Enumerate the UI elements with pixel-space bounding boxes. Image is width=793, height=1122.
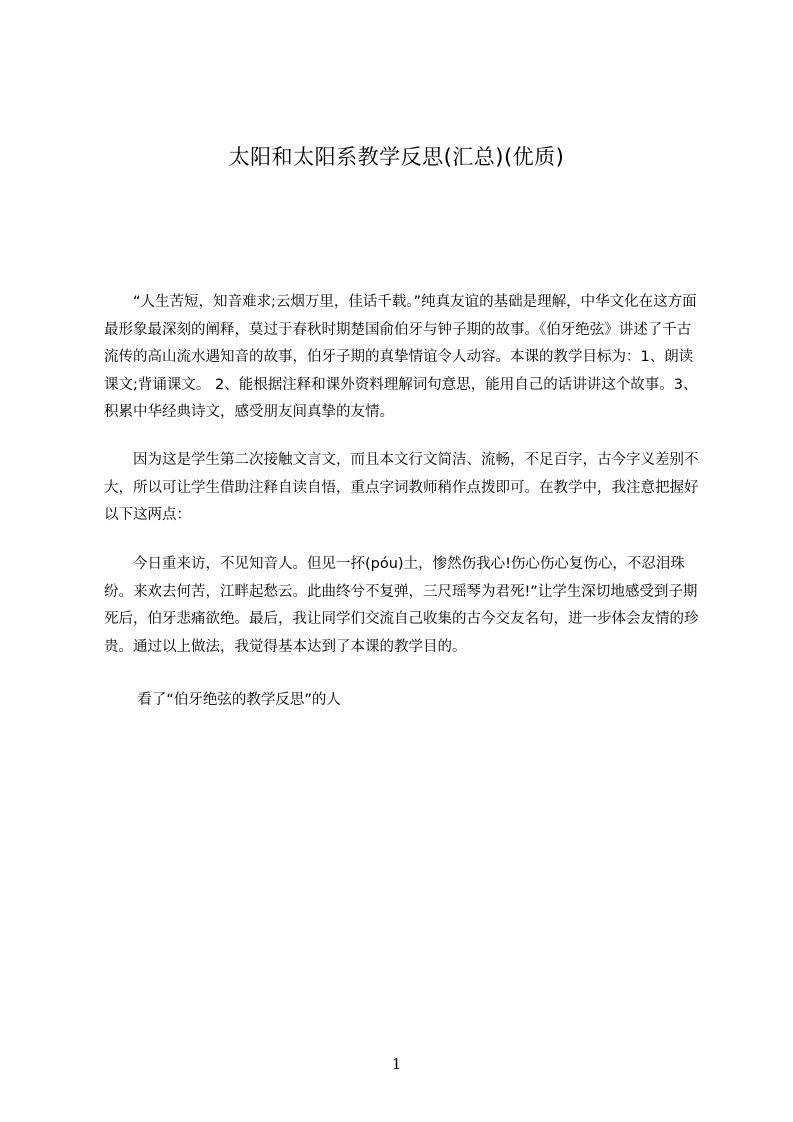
paragraph-block xyxy=(104,289,700,427)
paragraph-block xyxy=(104,687,700,715)
paragraph-related-readers: 看了“伯牙绝弦的教学反思”的人 xyxy=(137,692,341,708)
document-title: 太阳和太阳系教学反思(汇总)(优质) xyxy=(228,145,565,169)
page-number: 1 xyxy=(391,1055,402,1073)
paragraph-intro: “人生苦短，知音难求;云烟万里，佳话千载。”纯真友谊的基础是理解，中华文化在这方面最形象最深刻的阐释，莫过于春秋时期楚国俞伯牙与钟子期的故事。《伯牙绝弦》讲述了千古流传的高山流水遇知音的故事，伯牙子期的真挚情谊令人动容。本课的教学目标为：1、朗读课文;背诵课文。 2、能根据注释和课外资料理解词句意思，能用自己的话讲讲这个故事。3、积累中华经典诗文，感受朋友间真挚的友情。 xyxy=(104,294,698,420)
paragraph-block xyxy=(104,447,700,530)
paragraph-block xyxy=(104,551,700,661)
paragraph-poem-reflection: 今日重来访，不见知音人。但见一抔(póu)土，惨然伤我心!伤心伤心复伤心，不忍泪珠纷。来欢去何苦，江畔起愁云。此曲终兮不复弹，三尺瑶琴为君死!”让学生深切地感受到子期死后，伯牙悲痛欲绝。最后，我让同学们交流自己收集的古今交友名句，进一步体会友情的珍贵。通过以上做法，我觉得基本达到了本课的教学目的。 xyxy=(104,556,699,655)
paragraph-teaching-approach: 因为这是学生第二次接触文言文，而且本文行文简洁、流畅，不足百字，古今字义差别不大，所以可让学生借助注释自读自悟，重点字词教师稍作点拨即可。在教学中，我注意把握好以下这两点： xyxy=(104,452,699,523)
